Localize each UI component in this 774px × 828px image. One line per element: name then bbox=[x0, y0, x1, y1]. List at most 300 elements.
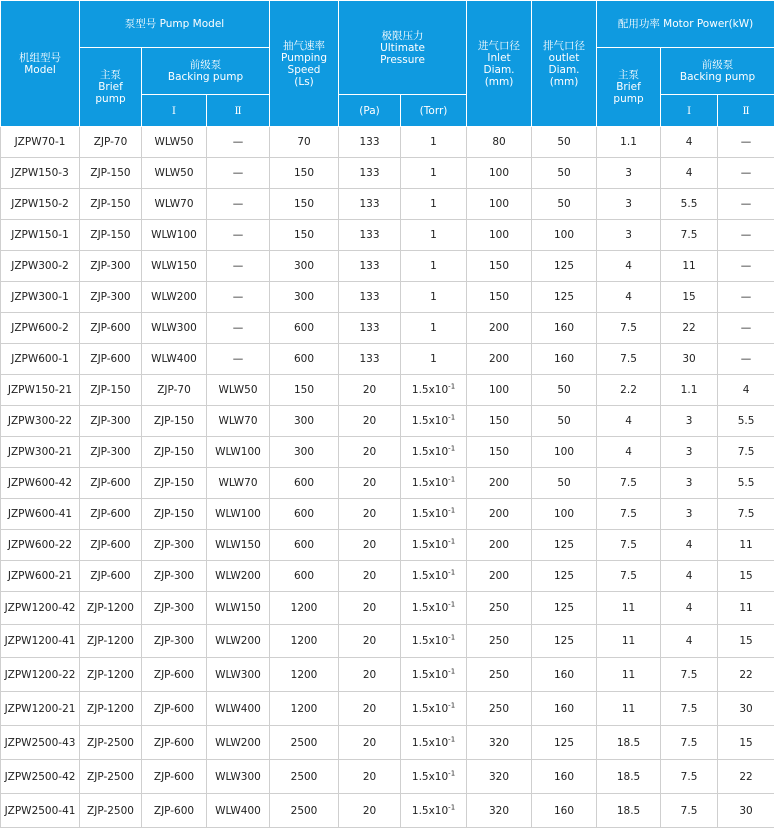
cell-inlet-diam-text: 320 bbox=[489, 771, 509, 783]
cell-backing-I bbox=[142, 406, 207, 437]
cell-power-II bbox=[718, 344, 774, 375]
cell-brief-pump-text: ZJP-600 bbox=[90, 353, 130, 365]
table-row bbox=[1, 344, 774, 375]
table-row bbox=[1, 658, 774, 692]
cell-backing-II-text: WLW100 bbox=[215, 446, 261, 458]
cell-backing-II bbox=[207, 251, 270, 282]
cell-pressure-pa-text: 20 bbox=[363, 703, 376, 715]
cell-inlet-diam bbox=[467, 344, 532, 375]
cell-power-brief-text: 7.5 bbox=[620, 539, 637, 551]
cell-power-II bbox=[718, 468, 774, 499]
cell-power-II-text: 15 bbox=[739, 737, 752, 749]
cell-power-II bbox=[718, 251, 774, 282]
cell-model-text: JZPW1200-42 bbox=[5, 602, 76, 614]
header-backing-II: Ⅱ bbox=[207, 95, 270, 127]
cell-backing-I bbox=[142, 375, 207, 406]
header-backing-pump: 前级泵 Backing pump bbox=[142, 48, 270, 95]
cell-model bbox=[1, 561, 80, 592]
cell-brief-pump-text: ZJP-2500 bbox=[87, 737, 134, 749]
cell-pressure-pa-text: 20 bbox=[363, 635, 376, 647]
cell-pumping-speed bbox=[270, 251, 339, 282]
cell-power-brief-text: 4 bbox=[625, 291, 632, 303]
cell-pressure-pa-text: 20 bbox=[363, 570, 376, 582]
cell-power-I-text: 3 bbox=[686, 508, 693, 520]
cell-backing-II bbox=[207, 189, 270, 220]
cell-pressure-pa bbox=[339, 313, 401, 344]
cell-pressure-torr-text: 1 bbox=[430, 260, 437, 272]
cell-backing-I-text: ZJP-600 bbox=[154, 703, 194, 715]
cell-pressure-torr bbox=[401, 189, 467, 220]
cell-pressure-pa-text: 133 bbox=[359, 136, 379, 148]
cell-pressure-pa bbox=[339, 760, 401, 794]
cell-pressure-pa bbox=[339, 625, 401, 658]
cell-backing-II-text: WLW300 bbox=[215, 669, 261, 681]
cell-outlet-diam-text: 100 bbox=[554, 508, 574, 520]
cell-pressure-torr bbox=[401, 760, 467, 794]
cell-outlet-diam bbox=[532, 251, 597, 282]
cell-power-II-text: 22 bbox=[739, 771, 752, 783]
cell-brief-pump bbox=[80, 561, 142, 592]
cell-power-brief bbox=[597, 127, 661, 158]
cell-inlet-diam-text: 250 bbox=[489, 635, 509, 647]
cell-backing-I bbox=[142, 530, 207, 561]
cell-pressure-pa-text: 133 bbox=[359, 198, 379, 210]
cell-model bbox=[1, 625, 80, 658]
table-row bbox=[1, 127, 774, 158]
cell-inlet-diam bbox=[467, 794, 532, 828]
cell-power-brief-text: 18.5 bbox=[617, 737, 640, 749]
table-row bbox=[1, 561, 774, 592]
cell-model-text: JZPW300-22 bbox=[8, 415, 72, 427]
cell-brief-pump-text: ZJP-150 bbox=[90, 167, 130, 179]
cell-pumping-speed-text: 600 bbox=[294, 539, 314, 551]
cell-backing-II bbox=[207, 468, 270, 499]
table-row bbox=[1, 794, 774, 828]
cell-pumping-speed-text: 2500 bbox=[291, 805, 318, 817]
cell-power-brief-text: 11 bbox=[622, 703, 635, 715]
cell-inlet-diam bbox=[467, 625, 532, 658]
cell-outlet-diam bbox=[532, 530, 597, 561]
cell-backing-II-text: WLW200 bbox=[215, 570, 261, 582]
cell-model bbox=[1, 530, 80, 561]
cell-power-brief bbox=[597, 437, 661, 468]
cell-power-I bbox=[661, 592, 718, 625]
cell-backing-II-text: WLW70 bbox=[219, 477, 258, 489]
cell-outlet-diam-text: 50 bbox=[557, 477, 570, 489]
cell-model-text: JZPW600-2 bbox=[11, 322, 69, 334]
cell-backing-I-text: ZJP-600 bbox=[154, 805, 194, 817]
cell-power-brief-text: 4 bbox=[625, 260, 632, 272]
cell-inlet-diam bbox=[467, 726, 532, 760]
cell-pumping-speed-text: 1200 bbox=[291, 669, 318, 681]
torr-exponent: -1 bbox=[448, 634, 455, 642]
cell-pumping-speed bbox=[270, 692, 339, 726]
cell-outlet-diam-text: 125 bbox=[554, 635, 574, 647]
cell-brief-pump bbox=[80, 220, 142, 251]
cell-backing-I bbox=[142, 794, 207, 828]
cell-power-I-text: 22 bbox=[682, 322, 695, 334]
cell-backing-I bbox=[142, 282, 207, 313]
cell-brief-pump-text: ZJP-1200 bbox=[87, 703, 134, 715]
cell-pressure-pa bbox=[339, 282, 401, 313]
cell-pumping-speed-text: 1200 bbox=[291, 703, 318, 715]
cell-brief-pump-text: ZJP-600 bbox=[90, 477, 130, 489]
table-row bbox=[1, 437, 774, 468]
cell-model-text: JZPW2500-43 bbox=[5, 737, 76, 749]
cell-pressure-torr-text: 1 bbox=[430, 136, 437, 148]
cell-outlet-diam bbox=[532, 561, 597, 592]
cell-outlet-diam-text: 50 bbox=[557, 198, 570, 210]
cell-inlet-diam-text: 250 bbox=[489, 669, 509, 681]
cell-power-II-text: 11 bbox=[739, 539, 752, 551]
cell-backing-II bbox=[207, 344, 270, 375]
table-row bbox=[1, 220, 774, 251]
header-pumping-speed: 抽气速率 Pumping Speed (Ls) bbox=[270, 1, 339, 127]
cell-outlet-diam bbox=[532, 692, 597, 726]
cell-pressure-torr-text: 1.5x10 bbox=[412, 446, 448, 458]
cell-power-brief bbox=[597, 499, 661, 530]
cell-backing-I-text: ZJP-150 bbox=[154, 446, 194, 458]
cell-power-II-text: 15 bbox=[739, 570, 752, 582]
cell-power-brief bbox=[597, 794, 661, 828]
cell-power-II bbox=[718, 625, 774, 658]
cell-pumping-speed-text: 2500 bbox=[291, 737, 318, 749]
cell-brief-pump bbox=[80, 437, 142, 468]
cell-backing-II-text: — bbox=[233, 291, 244, 303]
cell-model bbox=[1, 158, 80, 189]
table-body bbox=[1, 127, 774, 828]
cell-power-brief bbox=[597, 313, 661, 344]
header-ultimate-pressure: 极限压力 Ultimate Pressure bbox=[339, 1, 467, 95]
cell-brief-pump-text: ZJP-150 bbox=[90, 384, 130, 396]
cell-power-I bbox=[661, 189, 718, 220]
cell-backing-I bbox=[142, 692, 207, 726]
cell-brief-pump-text: ZJP-2500 bbox=[87, 771, 134, 783]
cell-backing-I-text: ZJP-150 bbox=[154, 477, 194, 489]
cell-inlet-diam-text: 200 bbox=[489, 570, 509, 582]
cell-inlet-diam-text: 150 bbox=[489, 446, 509, 458]
cell-pressure-pa bbox=[339, 344, 401, 375]
cell-power-II bbox=[718, 592, 774, 625]
cell-backing-I-text: ZJP-600 bbox=[154, 669, 194, 681]
cell-backing-II-text: WLW200 bbox=[215, 635, 261, 647]
cell-pumping-speed bbox=[270, 726, 339, 760]
cell-inlet-diam bbox=[467, 375, 532, 406]
cell-outlet-diam bbox=[532, 658, 597, 692]
cell-pressure-pa-text: 133 bbox=[359, 353, 379, 365]
cell-power-II bbox=[718, 760, 774, 794]
cell-model bbox=[1, 658, 80, 692]
cell-power-brief-text: 7.5 bbox=[620, 477, 637, 489]
cell-pumping-speed bbox=[270, 313, 339, 344]
cell-power-brief-text: 18.5 bbox=[617, 771, 640, 783]
cell-pumping-speed bbox=[270, 437, 339, 468]
cell-power-I bbox=[661, 530, 718, 561]
cell-pumping-speed-text: 2500 bbox=[291, 771, 318, 783]
cell-brief-pump bbox=[80, 794, 142, 828]
cell-model-text: JZPW150-21 bbox=[8, 384, 72, 396]
cell-brief-pump-text: ZJP-1200 bbox=[87, 602, 134, 614]
header-backing-I: Ⅰ bbox=[142, 95, 207, 127]
cell-backing-I bbox=[142, 437, 207, 468]
cell-outlet-diam bbox=[532, 794, 597, 828]
cell-inlet-diam-text: 100 bbox=[489, 384, 509, 396]
cell-backing-II-text: — bbox=[233, 353, 244, 365]
cell-power-brief-text: 4 bbox=[625, 415, 632, 427]
cell-outlet-diam bbox=[532, 344, 597, 375]
cell-outlet-diam bbox=[532, 726, 597, 760]
cell-power-brief-text: 18.5 bbox=[617, 805, 640, 817]
cell-inlet-diam bbox=[467, 282, 532, 313]
cell-brief-pump-text: ZJP-300 bbox=[90, 446, 130, 458]
cell-backing-I bbox=[142, 189, 207, 220]
cell-inlet-diam bbox=[467, 406, 532, 437]
cell-model-text: JZPW2500-41 bbox=[5, 805, 76, 817]
cell-pumping-speed bbox=[270, 406, 339, 437]
cell-pressure-torr bbox=[401, 561, 467, 592]
cell-backing-I bbox=[142, 220, 207, 251]
cell-model-text: JZPW600-22 bbox=[8, 539, 72, 551]
header-brief-pump: 主泵 Brief pump bbox=[80, 48, 142, 127]
cell-power-II-text: 4 bbox=[743, 384, 750, 396]
cell-brief-pump bbox=[80, 313, 142, 344]
cell-power-I bbox=[661, 220, 718, 251]
cell-backing-I bbox=[142, 625, 207, 658]
cell-model bbox=[1, 499, 80, 530]
cell-pressure-pa-text: 20 bbox=[363, 446, 376, 458]
cell-inlet-diam-text: 250 bbox=[489, 703, 509, 715]
cell-power-I bbox=[661, 406, 718, 437]
cell-pressure-pa-text: 20 bbox=[363, 737, 376, 749]
header-inlet-diam: 进气口径 Inlet Diam. (mm) bbox=[467, 1, 532, 127]
cell-pressure-pa bbox=[339, 658, 401, 692]
cell-power-I-text: 3 bbox=[686, 415, 693, 427]
cell-outlet-diam bbox=[532, 282, 597, 313]
cell-power-brief-text: 7.5 bbox=[620, 508, 637, 520]
cell-pressure-torr-text: 1 bbox=[430, 167, 437, 179]
cell-backing-I-text: WLW50 bbox=[154, 136, 193, 148]
cell-pressure-torr bbox=[401, 692, 467, 726]
cell-pressure-torr bbox=[401, 282, 467, 313]
cell-brief-pump bbox=[80, 468, 142, 499]
cell-pressure-torr-text: 1.5x10 bbox=[412, 384, 448, 396]
cell-pressure-torr-text: 1.5x10 bbox=[412, 570, 448, 582]
cell-backing-II bbox=[207, 530, 270, 561]
cell-pressure-torr bbox=[401, 437, 467, 468]
cell-model bbox=[1, 189, 80, 220]
cell-backing-II bbox=[207, 561, 270, 592]
cell-backing-I bbox=[142, 499, 207, 530]
cell-model-text: JZPW300-2 bbox=[11, 260, 69, 272]
cell-power-I bbox=[661, 726, 718, 760]
table-row bbox=[1, 158, 774, 189]
cell-power-brief bbox=[597, 468, 661, 499]
cell-outlet-diam-text: 160 bbox=[554, 805, 574, 817]
cell-backing-I-text: ZJP-300 bbox=[154, 539, 194, 551]
cell-backing-II-text: — bbox=[233, 260, 244, 272]
table-header bbox=[1, 1, 774, 127]
cell-outlet-diam bbox=[532, 313, 597, 344]
cell-backing-II-text: WLW300 bbox=[215, 771, 261, 783]
table-row bbox=[1, 251, 774, 282]
cell-power-brief-text: 3 bbox=[625, 229, 632, 241]
cell-power-brief bbox=[597, 592, 661, 625]
cell-power-brief bbox=[597, 251, 661, 282]
cell-pressure-torr bbox=[401, 220, 467, 251]
cell-model bbox=[1, 726, 80, 760]
cell-pumping-speed bbox=[270, 189, 339, 220]
cell-backing-II-text: WLW400 bbox=[215, 703, 261, 715]
cell-power-II bbox=[718, 794, 774, 828]
cell-brief-pump bbox=[80, 251, 142, 282]
cell-model-text: JZPW300-21 bbox=[8, 446, 72, 458]
table-row bbox=[1, 530, 774, 561]
cell-backing-II bbox=[207, 437, 270, 468]
cell-backing-II bbox=[207, 375, 270, 406]
cell-inlet-diam-text: 200 bbox=[489, 539, 509, 551]
cell-inlet-diam bbox=[467, 251, 532, 282]
cell-power-I bbox=[661, 760, 718, 794]
cell-brief-pump bbox=[80, 760, 142, 794]
cell-power-brief bbox=[597, 344, 661, 375]
cell-power-II-text: — bbox=[741, 291, 752, 303]
cell-backing-II bbox=[207, 658, 270, 692]
cell-model bbox=[1, 592, 80, 625]
cell-backing-I bbox=[142, 760, 207, 794]
header-motor-power: 配用功率 Motor Power(kW) bbox=[597, 1, 774, 48]
cell-backing-II bbox=[207, 127, 270, 158]
cell-power-brief bbox=[597, 375, 661, 406]
cell-model bbox=[1, 127, 80, 158]
cell-backing-I bbox=[142, 592, 207, 625]
cell-pumping-speed bbox=[270, 561, 339, 592]
cell-brief-pump-text: ZJP-300 bbox=[90, 291, 130, 303]
cell-pumping-speed-text: 150 bbox=[294, 198, 314, 210]
cell-power-II bbox=[718, 406, 774, 437]
table-row bbox=[1, 189, 774, 220]
cell-pumping-speed bbox=[270, 592, 339, 625]
cell-power-II bbox=[718, 437, 774, 468]
cell-pumping-speed bbox=[270, 220, 339, 251]
cell-outlet-diam bbox=[532, 625, 597, 658]
cell-inlet-diam-text: 200 bbox=[489, 477, 509, 489]
cell-power-II bbox=[718, 158, 774, 189]
cell-inlet-diam bbox=[467, 530, 532, 561]
cell-model bbox=[1, 282, 80, 313]
cell-inlet-diam-text: 200 bbox=[489, 322, 509, 334]
cell-backing-I-text: ZJP-300 bbox=[154, 602, 194, 614]
cell-power-II-text: — bbox=[741, 198, 752, 210]
cell-power-brief-text: 11 bbox=[622, 635, 635, 647]
cell-pumping-speed bbox=[270, 625, 339, 658]
cell-power-brief-text: 7.5 bbox=[620, 322, 637, 334]
header-power-II: Ⅱ bbox=[718, 95, 774, 127]
cell-pressure-torr bbox=[401, 530, 467, 561]
cell-inlet-diam-text: 150 bbox=[489, 291, 509, 303]
cell-inlet-diam bbox=[467, 468, 532, 499]
cell-pressure-torr-text: 1 bbox=[430, 291, 437, 303]
cell-inlet-diam bbox=[467, 760, 532, 794]
cell-outlet-diam bbox=[532, 189, 597, 220]
cell-backing-I-text: ZJP-300 bbox=[154, 570, 194, 582]
cell-power-I-text: 4 bbox=[686, 635, 693, 647]
cell-brief-pump bbox=[80, 726, 142, 760]
cell-pressure-torr bbox=[401, 406, 467, 437]
cell-inlet-diam-text: 100 bbox=[489, 198, 509, 210]
cell-backing-I-text: WLW150 bbox=[151, 260, 197, 272]
cell-pressure-pa bbox=[339, 561, 401, 592]
cell-brief-pump-text: ZJP-2500 bbox=[87, 805, 134, 817]
cell-pressure-pa bbox=[339, 726, 401, 760]
cell-pressure-pa bbox=[339, 251, 401, 282]
cell-pressure-pa-text: 133 bbox=[359, 291, 379, 303]
cell-brief-pump bbox=[80, 189, 142, 220]
cell-backing-II-text: WLW150 bbox=[215, 602, 261, 614]
cell-model bbox=[1, 406, 80, 437]
cell-outlet-diam-text: 160 bbox=[554, 669, 574, 681]
cell-power-II bbox=[718, 375, 774, 406]
cell-outlet-diam-text: 160 bbox=[554, 322, 574, 334]
cell-power-brief-text: 7.5 bbox=[620, 353, 637, 365]
cell-pressure-torr-text: 1.5x10 bbox=[412, 477, 448, 489]
table-row bbox=[1, 313, 774, 344]
cell-pressure-pa-text: 20 bbox=[363, 539, 376, 551]
cell-pressure-torr-text: 1 bbox=[430, 229, 437, 241]
torr-exponent: -1 bbox=[448, 701, 455, 709]
cell-pressure-torr bbox=[401, 726, 467, 760]
cell-model-text: JZPW150-1 bbox=[11, 229, 69, 241]
cell-power-II-text: 5.5 bbox=[738, 477, 755, 489]
cell-power-I bbox=[661, 375, 718, 406]
cell-power-brief-text: 7.5 bbox=[620, 570, 637, 582]
cell-pressure-pa bbox=[339, 592, 401, 625]
cell-power-I bbox=[661, 625, 718, 658]
cell-pressure-pa-text: 20 bbox=[363, 477, 376, 489]
cell-brief-pump-text: ZJP-600 bbox=[90, 322, 130, 334]
cell-power-II-text: 30 bbox=[739, 805, 752, 817]
cell-power-II-text: — bbox=[741, 167, 752, 179]
cell-pumping-speed-text: 600 bbox=[294, 508, 314, 520]
cell-pressure-torr bbox=[401, 592, 467, 625]
cell-power-I-text: 30 bbox=[682, 353, 695, 365]
cell-pressure-pa bbox=[339, 692, 401, 726]
table-row bbox=[1, 692, 774, 726]
header-power-brief-pump: 主泵 Brief pump bbox=[597, 48, 661, 127]
cell-power-II-text: 30 bbox=[739, 703, 752, 715]
cell-pumping-speed bbox=[270, 127, 339, 158]
cell-inlet-diam-text: 100 bbox=[489, 167, 509, 179]
cell-pressure-torr-text: 1.5x10 bbox=[412, 635, 448, 647]
cell-pressure-pa bbox=[339, 794, 401, 828]
cell-model-text: JZPW600-41 bbox=[8, 508, 72, 520]
cell-inlet-diam bbox=[467, 561, 532, 592]
cell-pressure-pa bbox=[339, 437, 401, 468]
cell-power-II bbox=[718, 499, 774, 530]
torr-exponent: -1 bbox=[448, 769, 455, 777]
cell-model bbox=[1, 468, 80, 499]
cell-pressure-torr-text: 1.5x10 bbox=[412, 539, 448, 551]
cell-outlet-diam-text: 160 bbox=[554, 771, 574, 783]
cell-pressure-torr bbox=[401, 344, 467, 375]
cell-power-brief-text: 11 bbox=[622, 669, 635, 681]
cell-model bbox=[1, 375, 80, 406]
cell-power-I-text: 7.5 bbox=[681, 229, 698, 241]
cell-pressure-pa bbox=[339, 375, 401, 406]
cell-pressure-torr bbox=[401, 127, 467, 158]
cell-pressure-pa bbox=[339, 468, 401, 499]
cell-power-II bbox=[718, 220, 774, 251]
cell-power-I-text: 4 bbox=[686, 602, 693, 614]
